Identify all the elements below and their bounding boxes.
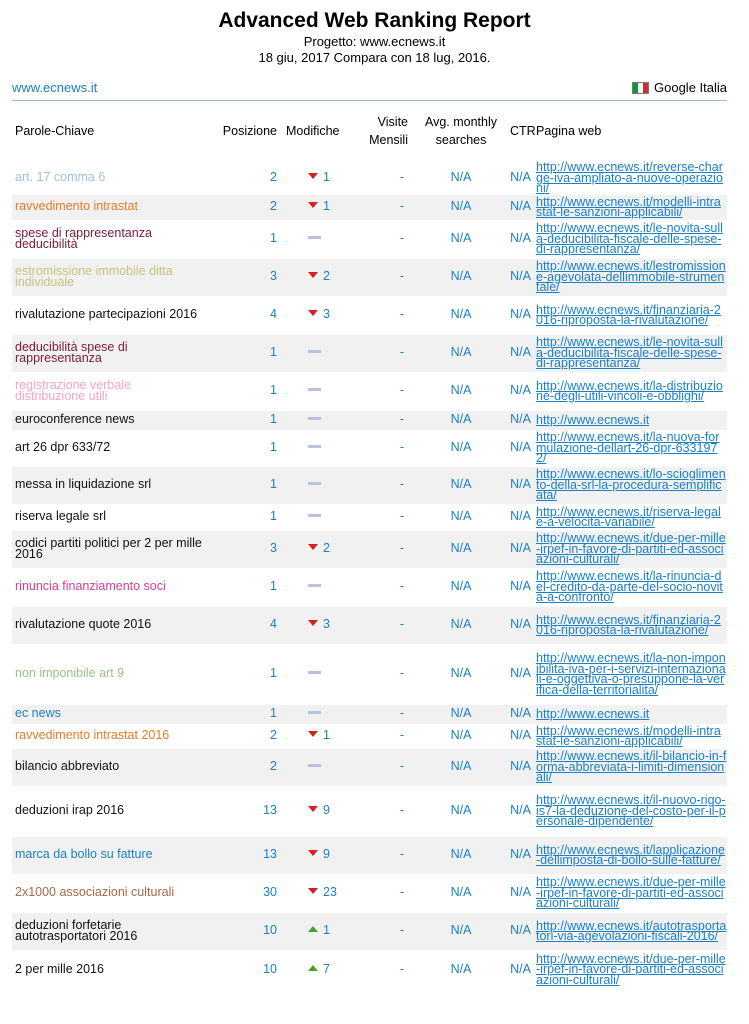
ctr-cell: N/A [510, 345, 531, 360]
ctr-cell: N/A [510, 923, 531, 938]
page-url-link[interactable]: http://www.ecnews.it/il-nuovo-rigo-is7-la-deduzione-del-costo-per-il-personale-dipendente/ [536, 793, 726, 829]
change-cell [282, 530, 358, 568]
position-cell: 1 [270, 509, 277, 524]
position-cell: 1 [270, 383, 277, 398]
avg-searches-cell: N/A [450, 412, 472, 427]
no-change-icon [308, 388, 321, 391]
keyword-cell: rivalutazione quote 2016 [15, 617, 152, 632]
change-cell [282, 568, 358, 606]
change-cell [282, 466, 358, 504]
arrow-down-icon [308, 888, 318, 894]
change-cell [282, 950, 358, 988]
page-url-link[interactable]: http://www.ecnews.it/modelli-intrastat-le-sanzioni-applicabili/ [536, 723, 721, 748]
avg-searches-cell: N/A [450, 728, 472, 743]
change-cell [282, 162, 358, 195]
change-cell [282, 258, 358, 296]
position-cell: 1 [270, 579, 277, 594]
col-keyword: Parole-Chiave [15, 124, 95, 138]
change-cell [282, 874, 358, 912]
change-cell [282, 220, 358, 258]
page-url-link[interactable]: http://www.ecnews.it/la-non-imponibilita-iva-per-i-servizi-internazionali-e-oggettiva-o-presuppone-la-verifica-della-territorialita/ [536, 651, 726, 697]
change-cell [282, 724, 358, 748]
page-url-link[interactable]: http://www.ecnews.it/lestromissione-agevolata-dellimmobile-strumentale/ [536, 259, 726, 295]
search-engine [632, 80, 727, 95]
position-cell: 1 [270, 412, 277, 427]
change-cell [282, 606, 358, 644]
avg-searches-cell: N/A [450, 345, 472, 360]
ctr-cell: N/A [510, 759, 531, 774]
ctr-cell: N/A [510, 728, 531, 743]
ctr-cell: N/A [510, 706, 531, 721]
col-changes: Modifiche [286, 124, 340, 138]
change-cell [282, 504, 358, 530]
visits-cell: - [399, 269, 404, 284]
arrow-down-icon [308, 731, 318, 737]
ctr-cell: N/A [510, 803, 531, 818]
table-row [12, 950, 727, 988]
avg-searches-cell: N/A [450, 509, 472, 524]
avg-searches-cell: N/A [450, 885, 472, 900]
site-line [12, 76, 727, 101]
keyword-cell: ec news [15, 706, 61, 721]
keyword-cell: deducibilità spese di rappresentanza [15, 339, 128, 365]
keyword-cell: rinuncia finanziamento soci [15, 579, 166, 594]
visits-cell: - [399, 728, 404, 743]
arrow-up-icon [308, 926, 318, 932]
position-cell: 1 [270, 666, 277, 681]
table-row [12, 786, 727, 836]
table-row [12, 724, 727, 748]
change-value: 9 [323, 803, 330, 818]
keyword-cell: marca da bollo su fatture [15, 847, 153, 862]
report-title: Advanced Web Ranking Report [218, 9, 531, 32]
change-value: 7 [323, 961, 330, 976]
position-cell: 3 [270, 269, 277, 284]
visits-cell: - [399, 923, 404, 938]
visits-cell: - [399, 885, 404, 900]
italy-flag-icon [632, 82, 649, 94]
table-row [12, 194, 727, 220]
position-cell: 10 [263, 961, 277, 976]
keyword-cell: rivalutazione partecipazioni 2016 [15, 307, 198, 322]
page-url-link[interactable]: http://www.ecnews.it/modelli-intrastat-le-sanzioni-applicabili/ [536, 194, 721, 219]
table-row [12, 296, 727, 334]
ctr-cell: N/A [510, 477, 531, 492]
keyword-cell: estromissione immobile ditta individuale [15, 263, 173, 289]
ctr-cell: N/A [510, 231, 531, 246]
ctr-cell: N/A [510, 269, 531, 284]
visits-cell: - [399, 231, 404, 246]
avg-searches-cell: N/A [450, 231, 472, 246]
page-url-link[interactable]: http://www.ecnews.it/finanziaria-2016-riproposta-la-rivalutazione/ [536, 612, 721, 637]
table-body [12, 162, 727, 989]
table-row [12, 504, 727, 530]
avg-searches-cell: N/A [450, 923, 472, 938]
change-cell [282, 410, 358, 430]
page-url-link[interactable]: http://www.ecnews.it/le-novita-sulla-deducibilita-fiscale-delle-spese-di-rappresentanza/ [536, 221, 723, 257]
col-avg-searches: Avg. monthly searches [424, 115, 498, 147]
visits-cell: - [399, 541, 404, 556]
keyword-cell: non imponibile art 9 [15, 666, 125, 681]
change-value: 2 [323, 541, 330, 556]
page-url-link[interactable]: http://www.ecnews.it/la-distribuzione-degli-utili-vincoli-e-obblighi/ [536, 378, 723, 403]
table-row [12, 466, 727, 504]
page-url-link[interactable]: http://www.ecnews.it [536, 412, 650, 427]
table-row [12, 410, 727, 430]
change-cell [282, 836, 358, 874]
position-cell: 4 [270, 617, 277, 632]
col-page: Pagina web [536, 124, 602, 138]
visits-cell: - [399, 617, 404, 632]
visits-cell: - [399, 706, 404, 721]
change-value: 1 [323, 170, 330, 184]
arrow-down-icon [308, 272, 318, 278]
arrow-down-icon [308, 806, 318, 812]
visits-cell: - [399, 412, 404, 427]
no-change-icon [308, 236, 321, 239]
no-change-icon [308, 514, 321, 517]
keyword-cell: art 26 dpr 633/72 [15, 440, 111, 455]
table-row [12, 530, 727, 568]
change-value: 1 [323, 923, 330, 938]
arrow-down-icon [308, 202, 318, 208]
position-cell: 1 [270, 231, 277, 246]
keyword-cell: ravvedimento intrastat [15, 199, 138, 214]
page-url-link[interactable]: http://www.ecnews.it/autotrasportatori-via-agevolazioni-fiscali-2016/ [536, 918, 727, 943]
keyword-cell: art. 17 comma 6 [15, 170, 106, 184]
change-cell [282, 194, 358, 220]
visits-cell: - [399, 383, 404, 398]
change-cell [282, 644, 358, 704]
table-row [12, 912, 727, 950]
table-row [12, 220, 727, 258]
table-header-row [12, 101, 727, 162]
position-cell: 2 [270, 199, 277, 214]
no-change-icon [308, 764, 321, 767]
position-cell: 10 [263, 923, 277, 938]
table-row [12, 162, 727, 195]
ctr-cell: N/A [510, 961, 531, 976]
ranking-table [12, 101, 727, 988]
table-row [12, 430, 727, 466]
ctr-cell: N/A [510, 509, 531, 524]
visits-cell: - [399, 961, 404, 976]
visits-cell: - [399, 199, 404, 214]
table-row [12, 836, 727, 874]
page-url-link[interactable]: http://www.ecnews.it/lapplicazione-dellimposta-di-bollo-sulle-fatture/ [536, 842, 725, 867]
change-cell [282, 430, 358, 466]
ctr-cell: N/A [510, 170, 531, 184]
keyword-cell: deduzioni irap 2016 [15, 803, 125, 818]
visits-cell: - [399, 477, 404, 492]
keyword-cell: ravvedimento intrastat 2016 [15, 728, 170, 743]
position-cell: 2 [270, 728, 277, 743]
table-row [12, 606, 727, 644]
keyword-cell: registrazione verbale distribuzione utili [15, 377, 132, 403]
change-cell [282, 786, 358, 836]
no-change-icon [308, 584, 321, 587]
keyword-cell: deduzioni forfetarie autotrasportatori 2016 [15, 917, 138, 943]
compare-line: 18 giu, 2017 Compara con 18 lug, 2016. [258, 50, 491, 65]
page-url-link[interactable]: http://www.ecnews.it/la-nuova-formulazione-dellart-26-dpr-6331972/ [536, 430, 720, 466]
arrow-up-icon [308, 965, 318, 971]
arrow-down-icon [308, 544, 318, 550]
avg-searches-cell: N/A [450, 961, 472, 976]
arrow-down-icon [308, 620, 318, 626]
keyword-cell: riserva legale srl [15, 509, 107, 524]
keyword-cell: euroconference news [15, 412, 135, 427]
position-cell: 30 [263, 885, 277, 900]
position-cell: 1 [270, 706, 277, 721]
avg-searches-cell: N/A [450, 269, 472, 284]
change-value: 1 [323, 728, 330, 743]
avg-searches-cell: N/A [450, 847, 472, 862]
page-url-link[interactable]: http://www.ecnews.it [536, 706, 650, 721]
col-visits: Visite Mensili [369, 115, 408, 147]
avg-searches-cell: N/A [450, 541, 472, 556]
no-change-icon [308, 671, 321, 674]
position-cell: 1 [270, 345, 277, 360]
visits-cell: - [399, 307, 404, 322]
search-engine-label: Google Italia [654, 80, 727, 95]
ctr-cell: N/A [510, 541, 531, 556]
table-row [12, 704, 727, 724]
position-cell: 1 [270, 477, 277, 492]
avg-searches-cell: N/A [450, 307, 472, 322]
ctr-cell: N/A [510, 199, 531, 214]
ctr-cell: N/A [510, 617, 531, 632]
keyword-cell: messa in liquidazione srl [15, 477, 152, 492]
ctr-cell: N/A [510, 847, 531, 862]
page-url-link[interactable]: http://www.ecnews.it/due-per-mille-irpef-in-favore-di-partiti-ed-associazioni-culturali/ [536, 951, 726, 987]
page-url-link[interactable]: http://www.ecnews.it/finanziaria-2016-riproposta-la-rivalutazione/ [536, 302, 721, 327]
site-link[interactable]: www.ecnews.it [12, 80, 98, 95]
avg-searches-cell: N/A [450, 803, 472, 818]
avg-searches-cell: N/A [450, 477, 472, 492]
no-change-icon [308, 711, 321, 714]
visits-cell: - [399, 579, 404, 594]
avg-searches-cell: N/A [450, 706, 472, 721]
change-cell [282, 704, 358, 724]
change-cell [282, 296, 358, 334]
avg-searches-cell: N/A [450, 440, 472, 455]
keyword-cell: 2 per mille 2016 [15, 961, 104, 976]
keyword-cell: spese di rappresentanza deducibilità [15, 225, 152, 251]
ctr-cell: N/A [510, 412, 531, 427]
page-url-link[interactable]: http://www.ecnews.it/la-rinuncia-del-credito-da-parte-del-socio-novita-a-confronto/ [536, 569, 723, 605]
no-change-icon [308, 350, 321, 353]
keyword-cell: 2x1000 associazioni culturali [15, 885, 175, 900]
arrow-down-icon [308, 850, 318, 856]
visits-cell: - [399, 345, 404, 360]
page-url-link[interactable]: http://www.ecnews.it/le-novita-sulla-deducibilita-fiscale-delle-spese-di-rappresentanza/ [536, 335, 723, 371]
page-url-link[interactable]: http://www.ecnews.it/reverse-charge-iva-ampliato-a-nuove-operazioni/ [536, 160, 723, 195]
change-cell [282, 372, 358, 410]
table-row [12, 334, 727, 372]
visits-cell: - [399, 847, 404, 862]
position-cell: 13 [263, 803, 277, 818]
position-cell: 3 [270, 541, 277, 556]
avg-searches-cell: N/A [450, 199, 472, 214]
table-row [12, 372, 727, 410]
change-cell [282, 334, 358, 372]
page-url-link[interactable]: http://www.ecnews.it/due-per-mille-irpef-in-favore-di-partiti-ed-associazioni-culturali/ [536, 875, 726, 911]
position-cell: 1 [270, 440, 277, 455]
avg-searches-cell: N/A [450, 579, 472, 594]
visits-cell: - [399, 440, 404, 455]
table-row [12, 748, 727, 786]
no-change-icon [308, 417, 321, 420]
avg-searches-cell: N/A [450, 170, 472, 184]
page-url-link[interactable]: http://www.ecnews.it/lo-scioglimento-della-srl-la-procedura-semplificata/ [536, 467, 726, 503]
visits-cell: - [399, 803, 404, 818]
report-header [0, 0, 749, 66]
ctr-cell: N/A [510, 307, 531, 322]
arrow-down-icon [308, 173, 318, 179]
avg-searches-cell: N/A [450, 617, 472, 632]
change-value: 23 [323, 885, 337, 900]
visits-cell: - [399, 759, 404, 774]
change-value: 1 [323, 199, 330, 214]
ctr-cell: N/A [510, 885, 531, 900]
table-row [12, 874, 727, 912]
avg-searches-cell: N/A [450, 666, 472, 681]
keyword-cell: bilancio abbreviato [15, 759, 120, 774]
avg-searches-cell: N/A [450, 383, 472, 398]
change-value: 3 [323, 307, 330, 322]
change-cell [282, 748, 358, 786]
page-url-link[interactable]: http://www.ecnews.it/riserva-legale-a-velocita-variabile/ [536, 504, 721, 529]
position-cell: 2 [270, 759, 277, 774]
project-line: Progetto: www.ecnews.it [303, 34, 446, 49]
change-value: 9 [323, 847, 330, 862]
change-value: 2 [323, 269, 330, 284]
no-change-icon [308, 445, 321, 448]
ctr-cell: N/A [510, 579, 531, 594]
visits-cell: - [399, 666, 404, 681]
col-position: Posizione [222, 124, 277, 138]
visits-cell: - [399, 170, 404, 184]
visits-cell: - [399, 509, 404, 524]
page-url-link[interactable]: http://www.ecnews.it/due-per-mille-irpef-in-favore-di-partiti-ed-associazioni-culturali/ [536, 531, 726, 567]
no-change-icon [308, 482, 321, 485]
keyword-cell: codici partiti politici per 2 per mille 2016 [15, 535, 202, 561]
change-cell [282, 912, 358, 950]
table-row [12, 644, 727, 704]
change-value: 3 [323, 617, 330, 632]
position-cell: 13 [263, 847, 277, 862]
page-url-link[interactable]: http://www.ecnews.it/il-bilancio-in-forma-abbreviata-i-limiti-dimensionali/ [536, 749, 727, 785]
table-row [12, 568, 727, 606]
ctr-cell: N/A [510, 666, 531, 681]
arrow-down-icon [308, 310, 318, 316]
col-ctr: CTR [510, 124, 536, 138]
table-row [12, 258, 727, 296]
ctr-cell: N/A [510, 440, 531, 455]
position-cell: 2 [270, 170, 277, 184]
avg-searches-cell: N/A [450, 759, 472, 774]
position-cell: 4 [270, 307, 277, 322]
ctr-cell: N/A [510, 383, 531, 398]
